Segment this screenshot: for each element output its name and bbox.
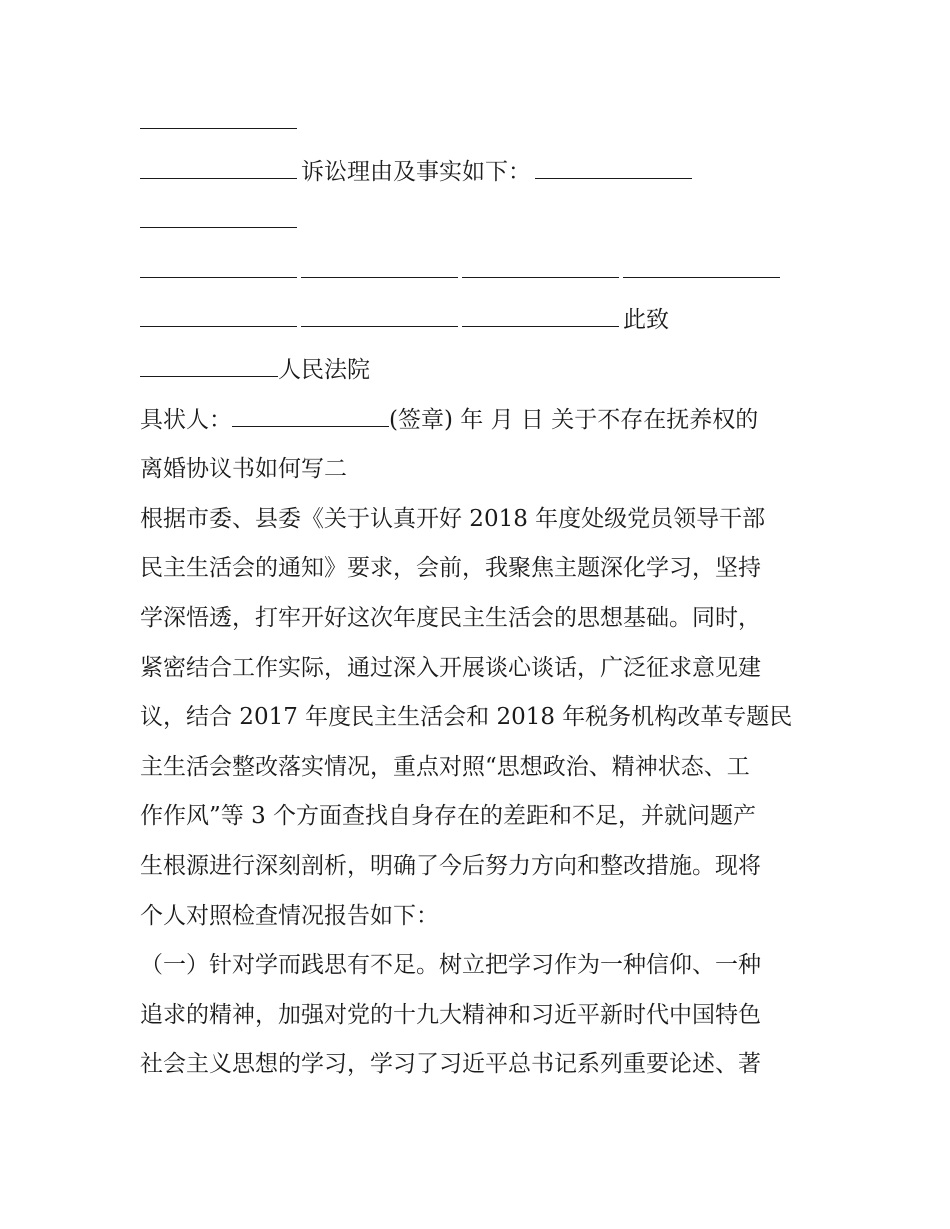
body-line: 根据市委、县委《关于认真开好 2018 年度处级党员领导干部 [140,505,766,532]
fill-blank [232,425,389,427]
blank-line-3 [140,197,820,247]
body-line: 作作风”等 3 个方面查找自身存在的差距和不足，并就问题产 [140,803,757,830]
reason-label: 诉讼理由及事实如下： [301,158,531,185]
blank-line-4 [140,247,820,297]
body-line: 个人对照检查情况报告如下： [140,902,439,929]
signer-label: 具状人： [140,406,232,433]
fill-blank [140,177,297,179]
body-line: 学深悟透，打牢开好这次年度民主生活会的思想基础。同时， [140,604,761,631]
fill-blank [140,127,297,129]
body-line: 追求的精神，加强对党的十九大精神和习近平新时代中国特色 [140,1001,761,1028]
reason-line [140,148,820,198]
fill-blank [462,276,619,278]
blank-line-1 [140,98,820,148]
body-line: （一）针对学而践思有不足。树立把学习作为一种信仰、一种 [140,952,761,979]
signer-line [140,396,820,446]
regards-line [140,296,820,346]
body-line: 主生活会整改落实情况，重点对照“思想政治、精神状态、工 [140,753,750,780]
body-line: 生根源进行深刻剖析，明确了今后努力方向和整改措施。现将 [140,852,761,879]
fill-blank [140,276,297,278]
fill-blank [140,325,297,327]
court-suffix: 人民法院 [278,356,370,383]
fill-blank [301,325,458,327]
court-line [140,346,820,396]
fill-blank [623,276,780,278]
fill-blank [140,375,278,377]
fill-blank [462,325,619,327]
section-title-line [140,445,820,495]
body-line: 紧密结合工作实际，通过深入开展谈心谈话，广泛征求意见建 [140,654,761,681]
body-line: 民主生活会的通知》要求，会前，我聚焦主题深化学习，坚持 [140,555,761,582]
section-title: 离婚协议书如何写二 [140,456,347,483]
regards-text: 此致 [623,307,669,334]
body-line: 议，结合 2017 年度民主生活会和 2018 年税务机构改革专题民 [140,704,793,731]
fill-blank [140,226,297,228]
fill-blank [535,177,692,179]
body-line: 社会主义思想的学习，学习了习近平总书记系列重要论述、著 [140,1051,761,1078]
sign-tail: (签章) 年 月 日 关于不存在抚养权的 [389,406,759,433]
document-page [140,98,820,1090]
fill-blank [301,276,458,278]
